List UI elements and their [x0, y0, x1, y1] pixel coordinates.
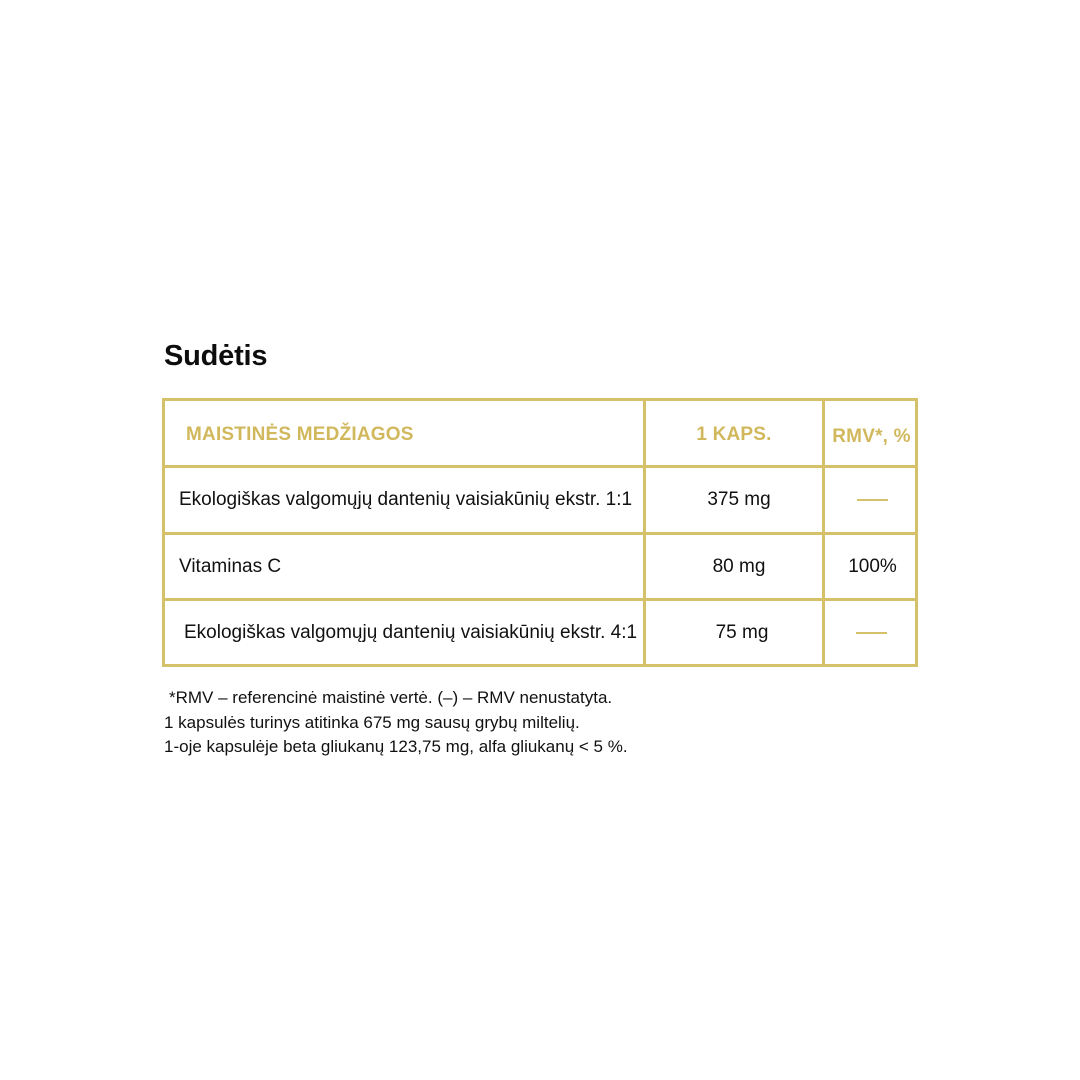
header-per-capsule: 1 KAPS. — [696, 423, 772, 445]
row-3-amount: 75 mg — [715, 622, 769, 643]
row-1-name: Ekologiškas valgomųjų dantenių vaisiakūnių ekstr. 1:1 — [179, 489, 633, 510]
row-1-rmv — [825, 468, 920, 532]
row-2-rmv: 100% — [848, 556, 897, 577]
dash-icon — [857, 499, 888, 501]
row-2-name: Vitaminas C — [179, 556, 282, 577]
header-nutrients: MAISTINĖS MEDŽIAGOS — [186, 423, 414, 445]
row-1-amount: 375 mg — [707, 489, 771, 510]
composition-table — [162, 398, 918, 667]
header-rmv: RMV*, % — [832, 425, 911, 447]
footnote-glucans: 1-oje kapsulėje beta gliukanų 123,75 mg, alfa gliukanų < 5 %. — [164, 737, 628, 756]
footnotes — [164, 686, 628, 760]
row-2-amount: 80 mg — [712, 556, 766, 577]
page-title: Sudėtis — [164, 340, 268, 372]
dash-icon — [856, 632, 887, 634]
row-3-rmv — [825, 601, 918, 665]
row-3-name: Ekologiškas valgomųjų dantenių vaisiakūnių ekstr. 4:1 — [184, 622, 638, 643]
footnote-capsule-content: 1 kapsulės turinys atitinka 675 mg sausų grybų miltelių. — [164, 712, 580, 732]
footnote-rmv: *RMV – referencinė maistinė vertė. (–) – RMV nenustatyta. — [169, 688, 613, 707]
